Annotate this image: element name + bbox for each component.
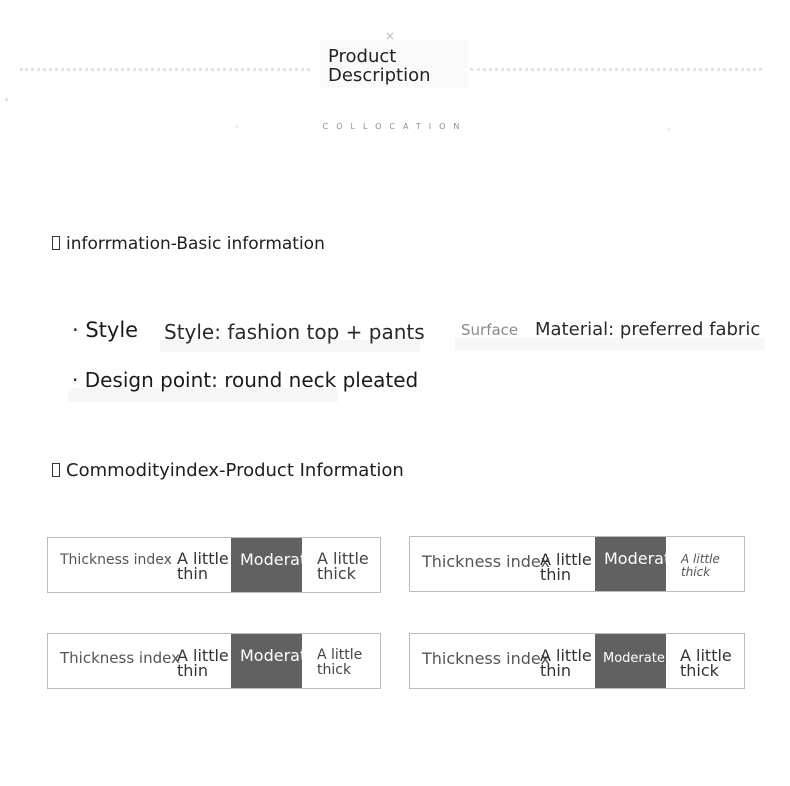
option-a-little-thick: A little thick <box>681 552 720 579</box>
style-value: Style: fashion top + pants <box>164 320 425 344</box>
decorative-dot <box>5 98 8 101</box>
basic-info-heading-text: inforrmation-Basic information <box>66 234 325 254</box>
option-moderate-selected: Moderate <box>231 634 302 688</box>
product-info-heading <box>52 461 404 481</box>
thickness-index-label: Thickness index <box>422 649 550 668</box>
product-info-heading-text: Commodityindex-Product Information <box>66 460 404 481</box>
thickness-index-label: Thickness index <box>60 649 180 667</box>
page-subtitle: COLLOCATION <box>322 122 468 131</box>
thickness-index-card <box>409 633 745 689</box>
material-value: Material: preferred fabric <box>535 319 761 340</box>
decorative-dot <box>668 128 671 131</box>
thickness-index-card <box>47 633 381 689</box>
header-divider-left <box>20 68 310 71</box>
style-label: · Style <box>72 318 139 342</box>
option-a-little-thick: A little thick <box>317 647 363 678</box>
basic-info-heading <box>52 234 325 254</box>
thickness-index-card <box>409 536 745 592</box>
thickness-index-label: Thickness index <box>60 552 172 568</box>
option-a-little-thin: A little thin <box>540 646 592 680</box>
option-moderate-selected: Moderate <box>595 537 666 591</box>
option-a-little-thick: A little thick <box>680 646 732 680</box>
header-divider-right <box>470 68 762 71</box>
option-a-little-thick: A little thick <box>317 549 369 583</box>
close-icon: × <box>385 29 396 43</box>
page-title-line2: Description <box>328 65 431 86</box>
option-moderate-selected: Moderate <box>231 538 302 592</box>
thickness-index-card <box>47 537 381 593</box>
surface-label: Surface <box>461 321 519 339</box>
square-icon <box>52 236 60 250</box>
option-a-little-thin: A little thin <box>177 646 229 680</box>
thickness-index-label: Thickness index <box>422 552 550 571</box>
design-point: · Design point: round neck pleated <box>72 368 419 392</box>
option-a-little-thin: A little thin <box>540 550 592 584</box>
option-a-little-thin: A little thin <box>177 549 229 583</box>
option-moderate-selected: Moderate <box>595 634 666 688</box>
square-icon <box>52 463 60 477</box>
decorative-dot <box>236 125 239 128</box>
page-title-line1: Product <box>328 46 397 67</box>
page-title <box>328 47 431 85</box>
